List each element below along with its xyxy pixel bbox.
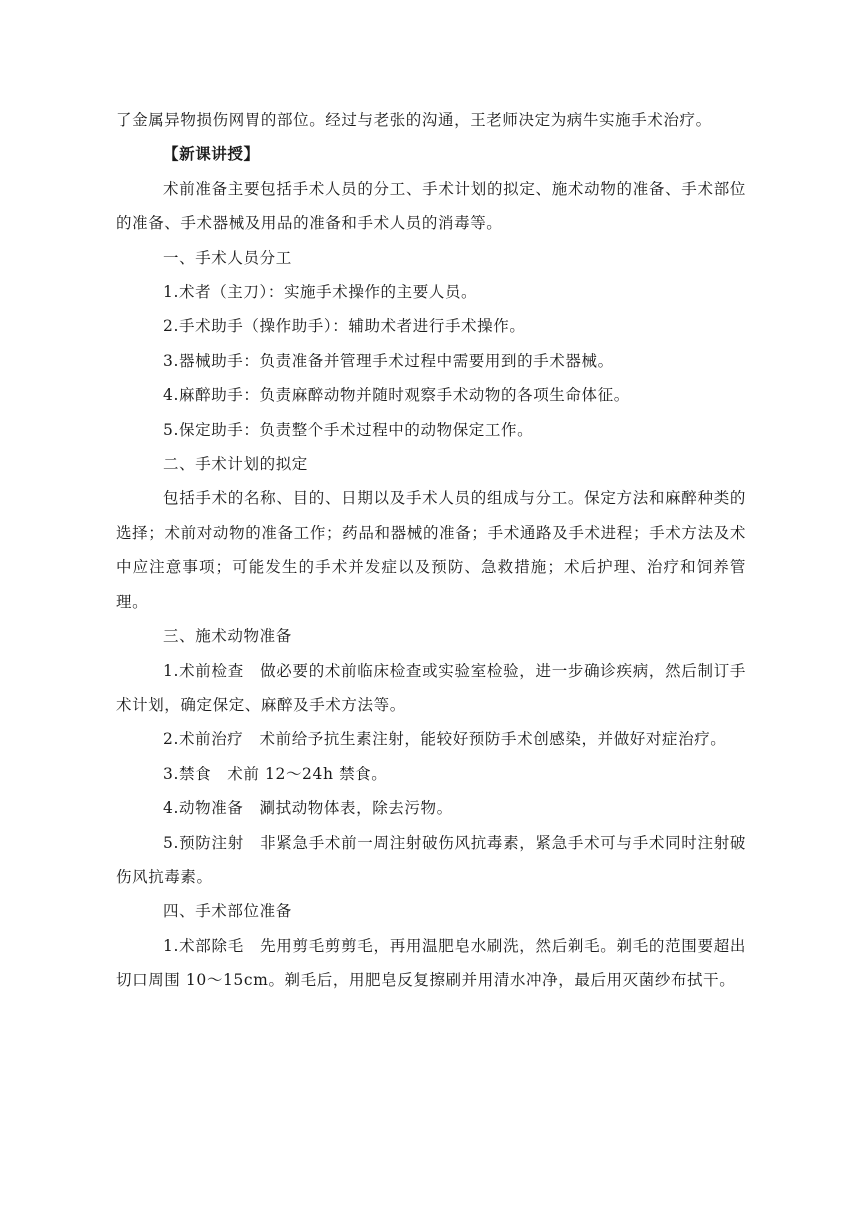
intro-continuation-paragraph: 了金属异物损伤网胃的部位。经过与老张的沟通，王老师决定为病牛实施手术治疗。: [116, 111, 712, 129]
animal-prep-treatment-paragraph: 2.术前治疗 术前给予抗生素注射，能较好预防手术创感染，并做好对症治疗。: [163, 730, 727, 749]
animal-prep-injection-paragraph: 5.预防注射 非紧急手术前一周注射破伤风抗毒素，紧急手术可与手术同时注射破伤风抗毒素。: [116, 833, 746, 886]
animal-prep-cleaning-paragraph: 4.动物准备 涮拭动物体表，除去污物。: [163, 799, 453, 818]
list-item-restraint-assistant: 5.保定助手：负责整个手术过程中的动物保定工作。: [163, 420, 534, 439]
site-prep-hair-removal-paragraph: 1.术部除毛 先用剪毛剪剪毛，再用温肥皂水刷洗，然后剃毛。剃毛的范围要超出切口周围 10～15cm。剃毛后，用肥皂反复擦刷并用清水冲净，最后用灭菌纱布拭干。: [116, 936, 746, 990]
preop-overview-paragraph: 术前准备主要包括手术人员的分工、手术计划的拟定、施术动物的准备、手术部位的准备、手术器械及用品的准备和手术人员的消毒等。: [116, 179, 746, 233]
animal-prep-fasting-paragraph: 3.禁食 术前 12～24h 禁食。: [163, 764, 388, 783]
list-item-surgeon: 1.术者（主刀）：实施手术操作的主要人员。: [163, 283, 478, 302]
section-heading-staff-division: 一、手术人员分工: [163, 248, 292, 267]
list-item-anesthesia-assistant: 4.麻醉助手：负责麻醉动物并随时观察手术动物的各项生命体征。: [163, 386, 630, 405]
surgery-plan-paragraph: 包括手术的名称、目的、日期以及手术人员的组成与分工。保定方法和麻醉种类的选择；术前对动物的准备工作；药品和器械的准备；手术通路及手术进程；手术方法及术中应注意事项；可能发生的手术并发症以及预防、急救措施；术后护理、治疗和饲养管理。: [116, 489, 746, 611]
new-lesson-heading: 【新课讲授】: [163, 144, 260, 164]
section-heading-surgery-plan: 二、手术计划的拟定: [163, 455, 308, 474]
section-heading-site-prep: 四、手术部位准备: [163, 902, 292, 921]
section-heading-animal-prep: 三、施术动物准备: [163, 627, 292, 646]
list-item-instrument-assistant: 3.器械助手：负责准备并管理手术过程中需要用到的手术器械。: [163, 351, 614, 370]
document-body: [116, 103, 746, 998]
list-item-assistant: 2.手术助手（操作助手）：辅助术者进行手术操作。: [163, 317, 526, 336]
animal-prep-exam-paragraph: 1.术前检查 做必要的术前临床检查或实验室检验，进一步确诊疾病，然后制订手术计划，确定保定、麻醉及手术方法等。: [116, 661, 746, 714]
